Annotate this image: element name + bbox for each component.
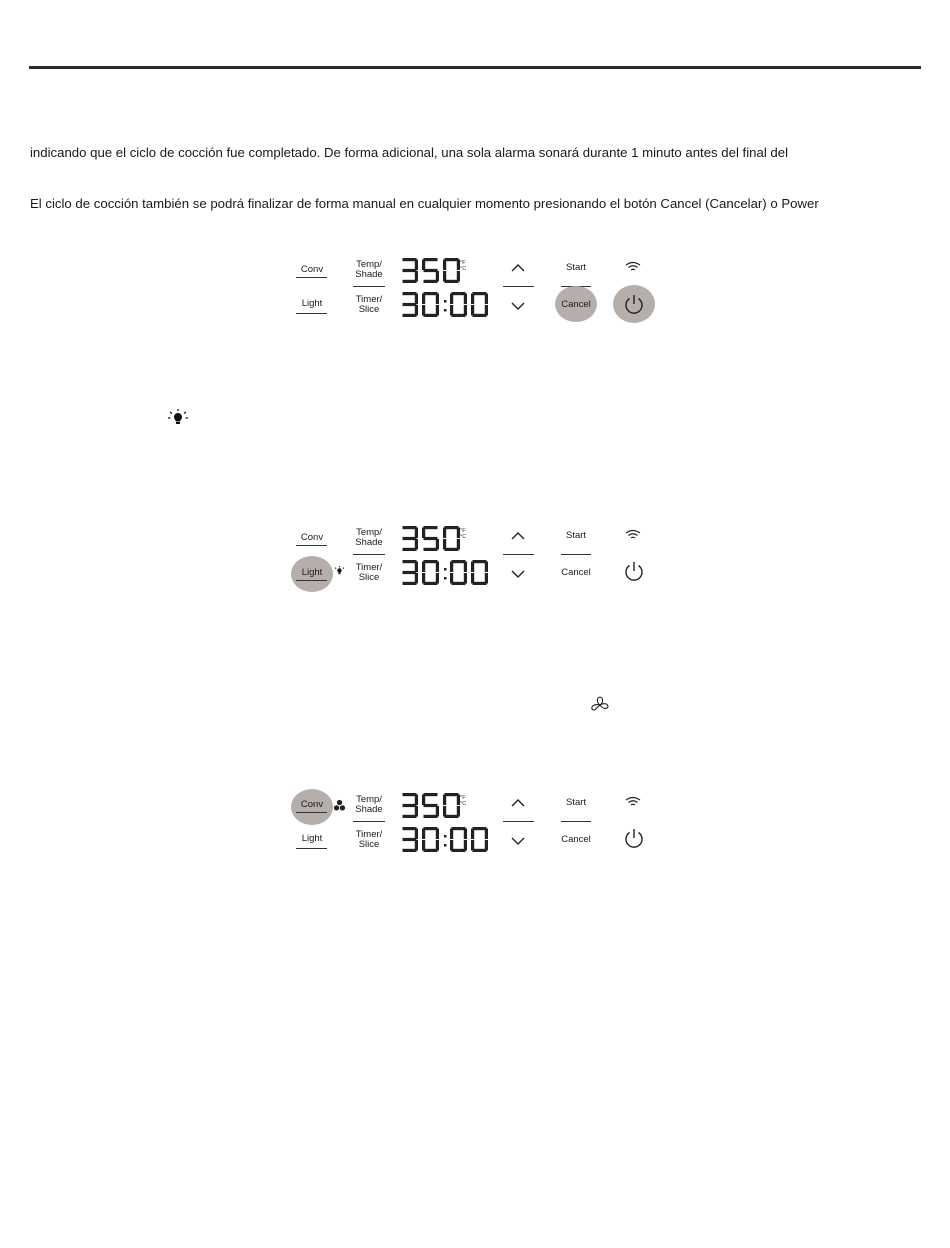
display-segment (403, 804, 417, 807)
temperature-display (400, 526, 462, 554)
display-segment (403, 280, 417, 283)
display-segment (403, 838, 417, 841)
display-segment (403, 793, 417, 796)
display-segment (452, 560, 466, 563)
unit-labels (460, 260, 466, 272)
chevron-down-icon[interactable] (510, 300, 526, 312)
bulb-icon (166, 408, 190, 430)
display-segment (445, 280, 459, 283)
cancel-button[interactable]: Cancel (561, 834, 591, 845)
display-segment (464, 829, 467, 840)
display-segment (424, 815, 438, 818)
display-segment (403, 560, 417, 563)
display-colon-dot (444, 568, 447, 571)
display-segment (436, 562, 439, 573)
display-segment (471, 562, 474, 573)
display-segment (452, 849, 466, 852)
display-segment (471, 829, 474, 840)
conv-underline (296, 545, 327, 546)
display-segment (445, 815, 459, 818)
timer-slice-button[interactable] (348, 563, 390, 583)
display-segment (452, 292, 466, 295)
display-segment (473, 560, 487, 563)
unit-f: °F (460, 260, 466, 266)
display-segment (422, 562, 425, 573)
display-segment (443, 806, 446, 817)
display-segment (415, 795, 418, 806)
display-segment (452, 314, 466, 317)
display-segment (403, 314, 417, 317)
unit-c: °C (460, 266, 467, 272)
display-segment (424, 793, 438, 796)
display-segment (403, 827, 417, 830)
display-segment (403, 571, 417, 574)
temp-shade-label-1: Temp/ (356, 259, 382, 270)
display-segment (415, 294, 418, 305)
light-button[interactable]: Light (301, 833, 323, 844)
temp-shade-label-2: Shade (355, 269, 383, 280)
display-segment (485, 562, 488, 573)
display-segment (452, 827, 466, 830)
display-segment (450, 573, 453, 584)
display-segment (403, 537, 417, 540)
start-button[interactable]: Start (565, 797, 587, 808)
display-segment (436, 294, 439, 305)
light-button[interactable]: Light (301, 298, 323, 309)
arrow-divider (503, 554, 534, 555)
display-segment (471, 840, 474, 851)
unit-f: °F (460, 795, 466, 801)
chevron-up-icon[interactable] (510, 530, 526, 542)
power-icon[interactable] (622, 559, 646, 583)
chevron-down-icon[interactable] (510, 568, 526, 580)
display-segment (443, 539, 446, 550)
display-segment (424, 849, 438, 852)
display-segment (424, 582, 438, 585)
control-panel-2 (288, 522, 660, 594)
wifi-icon (624, 261, 642, 273)
start-button[interactable]: Start (565, 530, 587, 541)
display-segment (403, 258, 417, 261)
display-segment (485, 829, 488, 840)
display-segment (422, 829, 425, 840)
display-segment (450, 305, 453, 316)
display-colon-dot (444, 844, 447, 847)
display-segment (452, 582, 466, 585)
display-segment (471, 573, 474, 584)
timer-slice-label-2: Slice (358, 304, 380, 315)
display-segment (403, 849, 417, 852)
display-segment (424, 548, 438, 551)
display-segment (464, 562, 467, 573)
display-segment (422, 294, 425, 305)
display-colon-dot (444, 835, 447, 838)
display-segment (403, 582, 417, 585)
start-underline (561, 554, 591, 555)
temp-shade-underline (353, 286, 385, 287)
timer-slice-button[interactable] (348, 830, 390, 850)
display-segment (443, 528, 446, 539)
arrow-divider (503, 286, 534, 287)
display-colon-dot (444, 309, 447, 312)
display-segment (424, 526, 438, 529)
unit-c: °C (460, 801, 467, 807)
display-segment (443, 271, 446, 282)
display-segment (445, 548, 459, 551)
display-segment (403, 292, 417, 295)
display-segment (436, 829, 439, 840)
display-segment (450, 562, 453, 573)
display-segment (473, 292, 487, 295)
display-colon-dot (444, 300, 447, 303)
display-segment (415, 829, 418, 840)
temperature-display (400, 793, 462, 821)
light-underline (296, 313, 327, 314)
temp-shade-label-2: Shade (355, 537, 383, 548)
display-segment (403, 526, 417, 529)
temp-shade-label-2: Shade (355, 804, 383, 815)
conv-button[interactable]: Conv (300, 799, 324, 810)
control-panel-1 (288, 254, 660, 326)
display-segment (424, 314, 438, 317)
temp-shade-underline (353, 554, 385, 555)
wifi-icon (624, 796, 642, 808)
unit-f: °F (460, 528, 466, 534)
chevron-up-icon[interactable] (510, 797, 526, 809)
start-button[interactable]: Start (565, 262, 587, 273)
display-segment (424, 280, 438, 283)
display-segment (471, 294, 474, 305)
unit-labels (460, 795, 466, 807)
display-segment (464, 294, 467, 305)
light-underline (296, 848, 327, 849)
paragraph-line-2: El ciclo de cocción también se podrá finalizar de forma manual en cualquier momento presionando el botón Cancel (Cancelar) o Power (30, 196, 819, 211)
display-segment (445, 793, 459, 796)
display-segment (450, 294, 453, 305)
power-icon[interactable] (622, 826, 646, 850)
light-indicator-bulb-icon (333, 565, 346, 578)
timer-slice-label-1: Timer/ (355, 562, 383, 573)
timer-slice-button[interactable] (348, 295, 390, 315)
light-button[interactable]: Light (301, 567, 323, 578)
display-segment (415, 528, 418, 539)
chevron-down-icon[interactable] (510, 835, 526, 847)
chevron-up-icon[interactable] (510, 262, 526, 274)
conv-button[interactable]: Conv (300, 264, 324, 275)
display-segment (445, 258, 459, 261)
display-segment (471, 305, 474, 316)
display-segment (473, 582, 487, 585)
display-segment (415, 260, 418, 271)
cancel-button[interactable]: Cancel (561, 299, 591, 310)
display-segment (415, 562, 418, 573)
display-segment (403, 548, 417, 551)
timer-display (400, 827, 490, 855)
display-segment (445, 526, 459, 529)
display-segment (403, 815, 417, 818)
display-segment (424, 292, 438, 295)
display-segment (422, 573, 425, 584)
display-segment (424, 537, 438, 540)
unit-c: °C (460, 534, 467, 540)
power-icon[interactable] (622, 292, 646, 316)
cancel-button[interactable]: Cancel (561, 567, 591, 578)
temp-shade-button[interactable] (348, 528, 390, 548)
arrow-divider (503, 821, 534, 822)
display-segment (424, 269, 438, 272)
conv-underline (296, 812, 327, 813)
display-segment (424, 827, 438, 830)
unit-labels (460, 528, 466, 540)
display-segment (422, 305, 425, 316)
paragraph-line-1: indicando que el ciclo de cocción fue completado. De forma adicional, una sola alarma sonará durante 1 minuto antes del final del (30, 145, 789, 160)
display-segment (485, 294, 488, 305)
conv-underline (296, 277, 327, 278)
wifi-icon (624, 529, 642, 541)
timer-slice-label-2: Slice (358, 572, 380, 583)
header-rule (29, 66, 921, 69)
display-segment (403, 269, 417, 272)
display-segment (422, 260, 425, 271)
timer-slice-label-1: Timer/ (355, 829, 383, 840)
display-segment (473, 827, 487, 830)
display-segment (422, 795, 425, 806)
display-segment (443, 260, 446, 271)
display-segment (422, 528, 425, 539)
fan-icon (589, 694, 611, 716)
control-panel-3 (288, 789, 660, 861)
temp-shade-button[interactable] (348, 795, 390, 815)
timer-display (400, 560, 490, 588)
display-segment (422, 840, 425, 851)
display-segment (424, 258, 438, 261)
display-segment (443, 795, 446, 806)
timer-slice-label-2: Slice (358, 839, 380, 850)
display-segment (403, 303, 417, 306)
temp-shade-label-1: Temp/ (356, 527, 382, 538)
display-segment (473, 314, 487, 317)
conv-indicator-fan-icon (333, 799, 346, 812)
temp-shade-label-1: Temp/ (356, 794, 382, 805)
display-segment (424, 804, 438, 807)
display-segment (424, 560, 438, 563)
light-underline (296, 580, 327, 581)
display-segment (450, 829, 453, 840)
display-colon-dot (444, 577, 447, 580)
timer-display (400, 292, 490, 320)
timer-slice-label-1: Timer/ (355, 294, 383, 305)
display-segment (473, 849, 487, 852)
temp-shade-underline (353, 821, 385, 822)
start-underline (561, 821, 591, 822)
conv-button[interactable]: Conv (300, 532, 324, 543)
temperature-display (400, 258, 462, 286)
display-segment (450, 840, 453, 851)
temp-shade-button[interactable] (348, 260, 390, 280)
